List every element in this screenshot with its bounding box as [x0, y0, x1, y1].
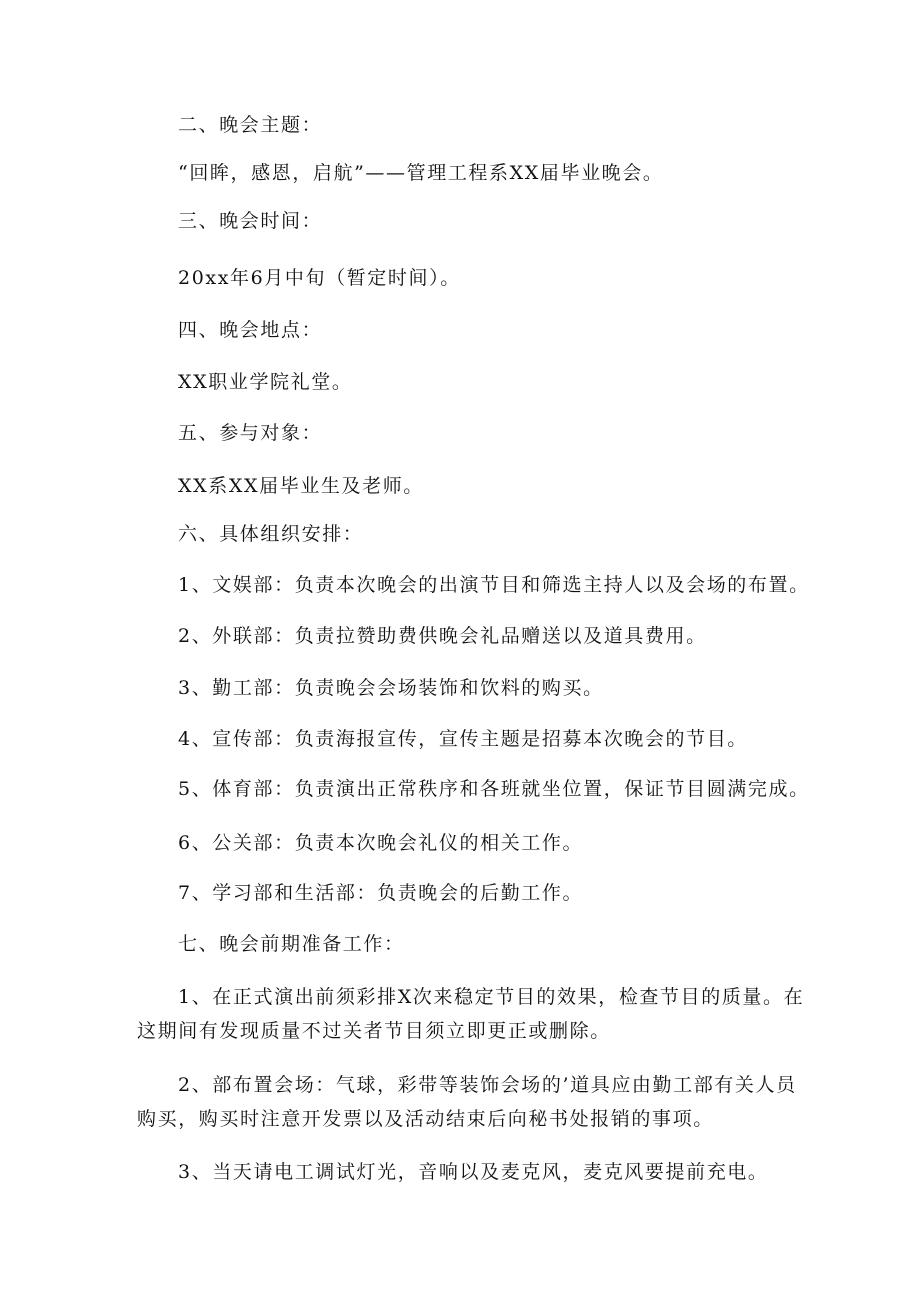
- paragraph-prep-1-line-1: 1、在正式演出前须彩排X次来稳定节目的效果，检查节目的质量。在: [178, 986, 805, 1008]
- list-item-org-4: 4、宣传部：负责海报宣传，宣传主题是招募本次晚会的节目。: [178, 728, 748, 750]
- list-item-org-6: 6、公关部：负责本次晚会礼仪的相关工作。: [178, 832, 584, 854]
- heading-preparation: 七、晚会前期准备工作：: [178, 933, 405, 955]
- list-item-org-5: 5、体育部：负责演出正常秩序和各班就坐位置，保证节目圆满完成。: [178, 778, 810, 800]
- list-item-org-3: 3、勤工部：负责晚会会场装饰和饮料的购买。: [178, 677, 604, 699]
- paragraph-party-time: 20xx年6月中旬（暂定时间）。: [178, 267, 461, 289]
- heading-participants: 五、参与对象：: [178, 422, 323, 444]
- paragraph-prep-2-line-2: 购买，购买时注意开发票以及活动结束后向秘书处报销的事项。: [137, 1108, 714, 1130]
- paragraph-participants: XX系XX届毕业生及老师。: [178, 475, 424, 497]
- heading-party-time: 三、晚会时间：: [178, 210, 323, 232]
- list-item-org-1: 1、文娱部：负责本次晚会的出演节目和筛选主持人以及会场的布置。: [178, 574, 810, 596]
- paragraph-party-venue: XX职业学院礼堂。: [178, 371, 353, 393]
- paragraph-prep-1-line-2: 这期间有发现质量不过关者节目须立即更正或删除。: [137, 1020, 611, 1042]
- heading-party-theme: 二、晚会主题：: [178, 114, 323, 136]
- paragraph-party-theme: “回眸，感恩，启航”——管理工程系XX届毕业晚会。: [178, 162, 664, 184]
- heading-party-venue: 四、晚会地点：: [178, 319, 323, 341]
- list-item-org-7: 7、学习部和生活部：负责晚会的后勤工作。: [178, 882, 584, 904]
- heading-organization: 六、具体组织安排：: [178, 523, 364, 545]
- paragraph-prep-2-line-1: 2、部布置会场：气球，彩带等装饰会场的’道具应由勤工部有关人员: [178, 1074, 797, 1096]
- list-item-org-2: 2、外联部：负责拉赞助费供晚会礼品赠送以及道具费用。: [178, 625, 707, 647]
- paragraph-prep-3: 3、当天请电工调试灯光，音响以及麦克风，麦克风要提前充电。: [178, 1161, 769, 1183]
